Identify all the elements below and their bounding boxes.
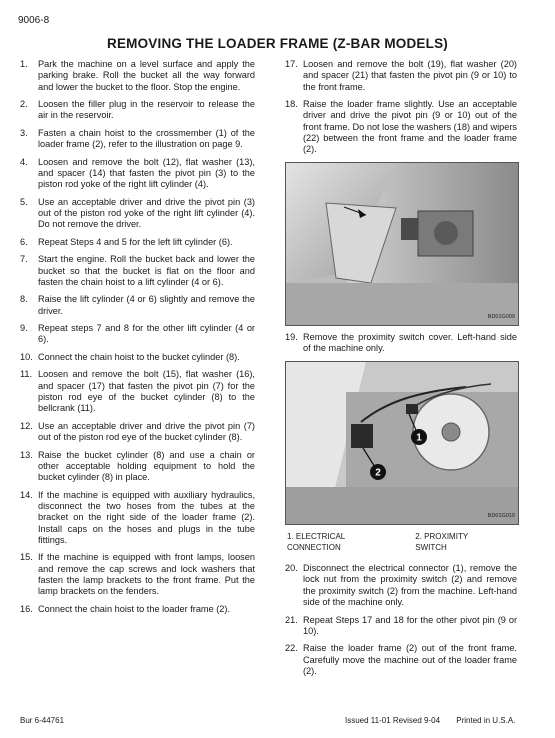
- step-item: [20, 254, 255, 288]
- step-item: [285, 59, 517, 93]
- step-number: 13.: [20, 449, 33, 460]
- step-text: Use an acceptable driver and drive the pivot pin (7) out of the piston rod eye of the bucket cylinder (8).: [38, 420, 255, 443]
- step-item: [20, 294, 255, 317]
- step-number: 17.: [285, 59, 298, 69]
- step-number: 19.: [285, 331, 298, 342]
- step-item: [285, 332, 517, 355]
- step-item: [20, 490, 255, 546]
- step-text: Disconnect the electrical connector (1), remove the lock nut from the proximity switch (2) and remove the proximity switch (2) from the machine. Left-hand side of the machine only.: [303, 563, 517, 608]
- legend-item: 2. PROXIMITY SWITCH: [415, 531, 469, 552]
- photo-code: BD01G010: [487, 513, 515, 520]
- step-number: 20.: [285, 563, 298, 574]
- step-number: 22.: [285, 643, 298, 654]
- steps-right-c-list: [285, 563, 517, 677]
- step-number: 1.: [20, 59, 28, 69]
- step-number: 4.: [20, 156, 28, 167]
- step-item: [285, 643, 517, 677]
- photo-proximity-switch: [285, 361, 519, 525]
- callout-2: 2: [375, 467, 381, 479]
- step-text: Repeat Steps 4 and 5 for the left lift cylinder (6).: [38, 236, 233, 247]
- step-item: [20, 157, 255, 191]
- step-number: 7.: [20, 254, 28, 265]
- step-item: [20, 323, 255, 346]
- steps-right-b-list: [285, 332, 517, 355]
- step-item: [285, 615, 517, 638]
- step-text: Start the engine. Roll the bucket back and lower the bucket so that the bucket is flat on the floor and fasten the chain hoist to a lift cylinder (4 or 6).: [38, 254, 255, 287]
- step-number: 10.: [20, 351, 33, 362]
- step-text: Use an acceptable driver and drive the pivot pin (3) out of the piston rod yoke of the right lift cylinder (4). Do not remove the driver.: [38, 196, 255, 230]
- photo-legend: [287, 531, 517, 554]
- step-number: 11.: [20, 369, 33, 380]
- step-text: Repeat steps 7 and 8 for the other lift cylinder (4 or 6).: [38, 323, 255, 345]
- step-number: 2.: [20, 99, 28, 110]
- step-number: 16.: [20, 603, 33, 614]
- step-item: [20, 128, 255, 151]
- step-text: Raise the lift cylinder (4 or 6) slightly and remove the driver.: [38, 294, 255, 316]
- proximity-switch-photo-image: [286, 362, 518, 524]
- step-item: [20, 237, 255, 248]
- right-column: [285, 59, 517, 683]
- step-text: If the machine is equipped with auxiliary hydraulics, disconnect the two hoses from the tubes at the bracket on the right side of the loader frame (2). Install caps on the hoses and plugs in the tube fittings.: [38, 489, 255, 545]
- step-text: Repeat Steps 17 and 18 for the other pivot pin (9 or 10).: [303, 614, 517, 636]
- step-text: If the machine is equipped with front lamps, loosen and remove the cap screws and lock washers that fasten the lamp brackets to the front frame. Put the lamp brackets on the fenders.: [38, 552, 255, 597]
- page-number: 9006-8: [18, 15, 50, 26]
- photo-pivot-pin: [285, 162, 519, 326]
- step-item: [285, 563, 517, 608]
- step-number: 9.: [20, 323, 28, 334]
- step-item: [20, 99, 255, 122]
- step-number: 18.: [285, 99, 298, 110]
- step-text: Loosen the filler plug in the reservoir to release the air in the reservoir.: [38, 99, 255, 121]
- step-number: 15.: [20, 552, 33, 563]
- step-item: [20, 197, 255, 231]
- step-number: 21.: [285, 614, 298, 625]
- step-number: 3.: [20, 127, 28, 138]
- step-number: 12.: [20, 420, 33, 431]
- pivot-pin-photo-image: [286, 163, 518, 325]
- step-item: [285, 99, 517, 155]
- steps-left-list: [20, 59, 255, 615]
- steps-right-a-list: [285, 59, 517, 156]
- step-text: Raise the loader frame (2) out of the front frame. Carefully move the machine out of the loader frame (2).: [303, 643, 517, 676]
- footer-printed: Printed in U.S.A.: [456, 716, 516, 725]
- step-item: [20, 604, 255, 615]
- footer-issued: Issued 11-01 Revised 9-04: [345, 716, 441, 725]
- step-number: 6.: [20, 236, 28, 247]
- step-number: 8.: [20, 294, 28, 305]
- step-text: Remove the proximity switch cover. Left-hand side of the machine only.: [303, 331, 517, 354]
- step-item: [20, 450, 255, 484]
- step-text: Raise the loader frame slightly. Use an acceptable driver and drive the pivot pin (9 or 10) out of the front frame. Do not lose the washers (18) and wipers (22) between the front frame and the loader frame (2).: [303, 99, 517, 155]
- step-text: Loosen and remove the bolt (12), flat washer (13), and spacer (14) that fasten the pivot pin (3) to the piston rod yoke of the right lift cylinder (4).: [38, 156, 255, 190]
- step-item: [20, 421, 255, 444]
- step-number: 14.: [20, 489, 33, 500]
- step-item: [20, 352, 255, 363]
- step-item: [20, 59, 255, 93]
- step-item: [20, 552, 255, 597]
- step-text: Connect the chain hoist to the bucket cylinder (8).: [38, 351, 240, 362]
- callout-1: 1: [416, 432, 422, 444]
- step-text: Raise the bucket cylinder (8) and use a chain or other acceptable holding equipment to hold the bucket cylinder (8) in place.: [38, 449, 255, 483]
- step-text: Fasten a chain hoist to the crossmember (1) of the loader frame (2), refer to the illustration on page 9.: [38, 127, 255, 150]
- left-column: [20, 59, 255, 621]
- footer-doc-number: Bur 6-44761: [20, 716, 65, 725]
- footer-issue-info: [345, 716, 529, 725]
- step-text: Park the machine on a level surface and apply the parking brake. Roll the bucket all the way forward and lower the bucket to the floor. Stop the engine.: [38, 59, 255, 92]
- step-number: 5.: [20, 196, 28, 207]
- step-text: Connect the chain hoist to the loader frame (2).: [38, 603, 231, 614]
- step-text: Loosen and remove the bolt (19), flat washer (20) and spacer (21) that fasten the pivot pin (9 or 10) to the front frame.: [303, 59, 517, 92]
- step-item: [20, 369, 255, 414]
- photo-code: BD01G009: [487, 314, 515, 321]
- legend-item: 1. ELECTRICAL CONNECTION: [287, 531, 345, 552]
- page-title: REMOVING THE LOADER FRAME (Z-BAR MODELS): [107, 36, 448, 51]
- step-text: Loosen and remove the bolt (15), flat washer (16), and spacer (17) that fasten the pivot pin (7) for the piston rod eye of the bucket cylinder (8) to the bellcrank (11).: [38, 369, 255, 414]
